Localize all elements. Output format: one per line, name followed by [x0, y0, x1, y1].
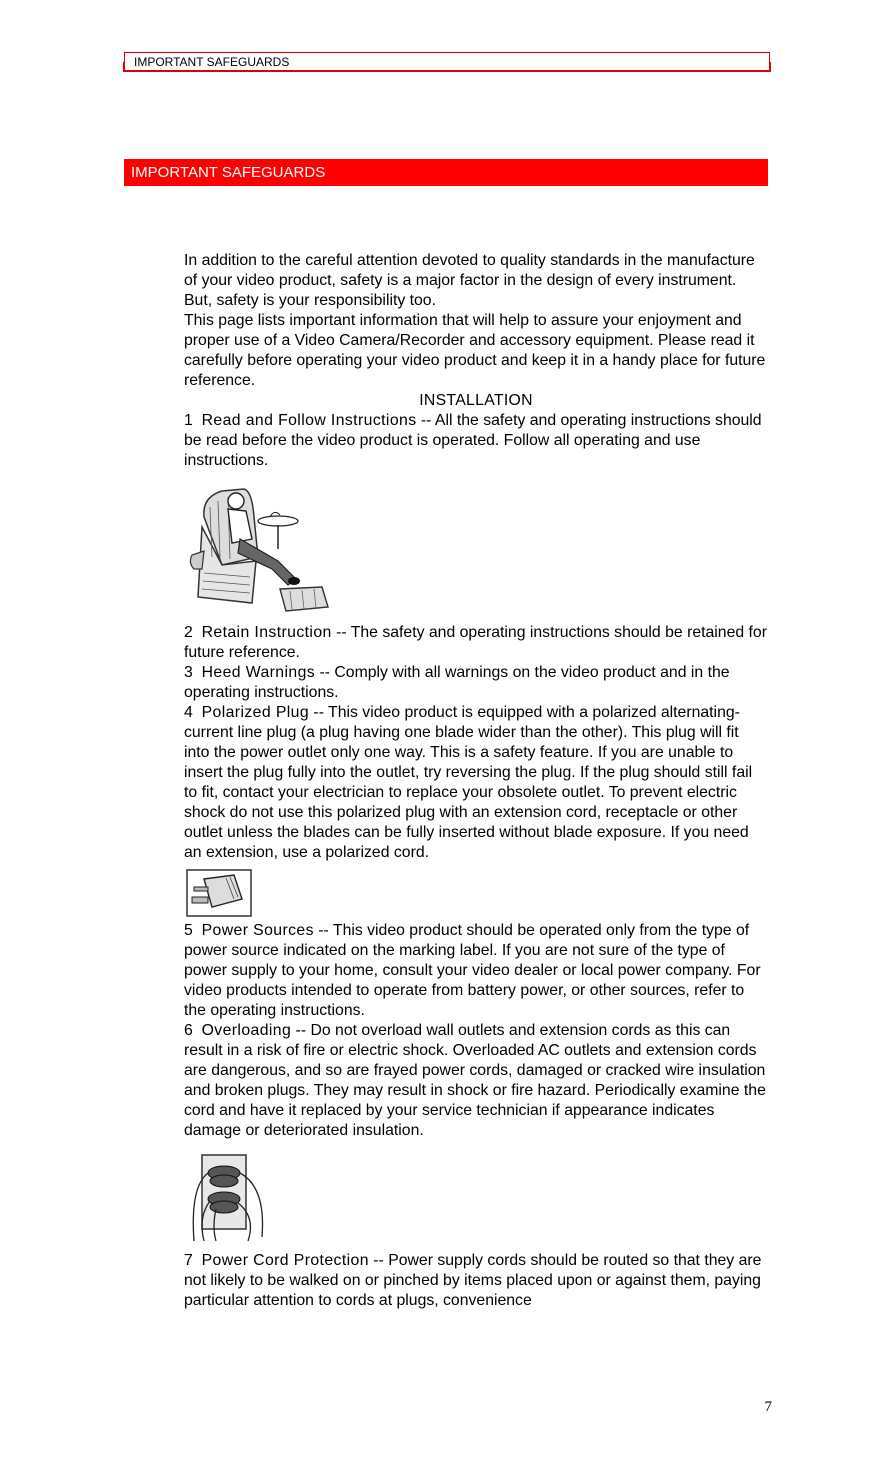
item-number: 4	[184, 704, 193, 721]
section-header-label: IMPORTANT SAFEGUARDS	[131, 164, 326, 181]
item-text: -- Power supply cords should be routed so that they are not likely to be walked on or pinched by items placed upon or against them, paying particular attention to cords at plugs, convenience	[184, 1252, 762, 1309]
intro-paragraph-1: In addition to the careful attention devoted to quality standards in the manufacture of your video product, safety is a major factor in the design of every instrument. But, safety is your responsibility too.	[184, 252, 755, 309]
polarized-plug-icon	[186, 869, 252, 917]
item-number: 7	[184, 1252, 193, 1269]
item-name: Read and Follow Instructions	[201, 412, 417, 429]
item-number: 3	[184, 664, 193, 681]
section-header	[124, 159, 768, 186]
safeguard-item-5	[184, 921, 768, 1021]
item-name: Power Cord Protection	[201, 1252, 369, 1269]
installation-title: INSTALLATION	[419, 392, 533, 409]
safeguard-item-2	[184, 623, 768, 663]
item-name: Overloading	[201, 1022, 292, 1039]
safeguard-item-7	[184, 1251, 768, 1311]
item-name: Heed Warnings	[201, 664, 316, 681]
item-name: Polarized Plug	[201, 704, 310, 721]
item-text: -- Comply with all warnings on the video product and in the operating instructions.	[184, 664, 730, 701]
document-body	[184, 251, 768, 1311]
item-name: Power Sources	[201, 922, 314, 939]
page-number: 7	[764, 1399, 772, 1415]
safeguard-item-4	[184, 703, 768, 863]
item-text: -- This video product should be operated only from the type of power source indicated on the marking label. If you are not sure of the type of power supply to your home, consult your video dealer or local power company. For video products intended to operate from battery power, or other sources, refer to the operating instructions.	[184, 922, 761, 1019]
item-number: 6	[184, 1022, 193, 1039]
item-text: -- The safety and operating instructions should be retained for future reference.	[184, 624, 767, 661]
item-number: 1	[184, 412, 193, 429]
item-number: 5	[184, 922, 193, 939]
overloaded-outlet-icon	[186, 1147, 276, 1243]
recliner-illustration-icon	[182, 477, 338, 619]
safeguard-item-3	[184, 663, 768, 703]
item-name: Retain Instruction	[201, 624, 332, 641]
item-text: -- All the safety and operating instructions should be read before the video product is operated. Follow all operating and use instructions.	[184, 412, 762, 469]
safeguard-item-6	[184, 1021, 768, 1141]
item-text: -- Do not overload wall outlets and extension cords as this can result in a risk of fire or electric shock. Overloaded AC outlets and extension cords are dangerous, and so are frayed power cords, damaged or cracked wire insulation and broken plugs. They may result in shock or fire hazard. Periodically examine the cord and have it replaced by your service technician if appearance indicates damage or deteriorated insulation.	[184, 1022, 766, 1139]
top-banner-label: IMPORTANT SAFEGUARDS	[134, 55, 290, 69]
safeguard-item-1	[184, 411, 768, 471]
item-text: -- This video product is equipped with a polarized alternating-current line plug (a plug having one blade wider than the other). This plug will fit into the power outlet only one way. This is a safety feature. If you are unable to insert the plug fully into the outlet, try reversing the plug. If the plug should still fail to fit, contact your electrician to replace your obsolete outlet. To prevent electric shock do not use this polarized plug with an extension cord, receptacle or other outlet unless the blades can be fully inserted without blade exposure. If you need an extension, use a polarized cord.	[184, 704, 753, 861]
item-number: 2	[184, 624, 193, 641]
top-banner	[124, 52, 770, 72]
intro-paragraph-2: This page lists important information that will help to assure your enjoyment and proper use of a Video Camera/Recorder and accessory equipment. Please read it carefully before operating your video product and keep it in a handy place for future reference.	[184, 312, 766, 389]
